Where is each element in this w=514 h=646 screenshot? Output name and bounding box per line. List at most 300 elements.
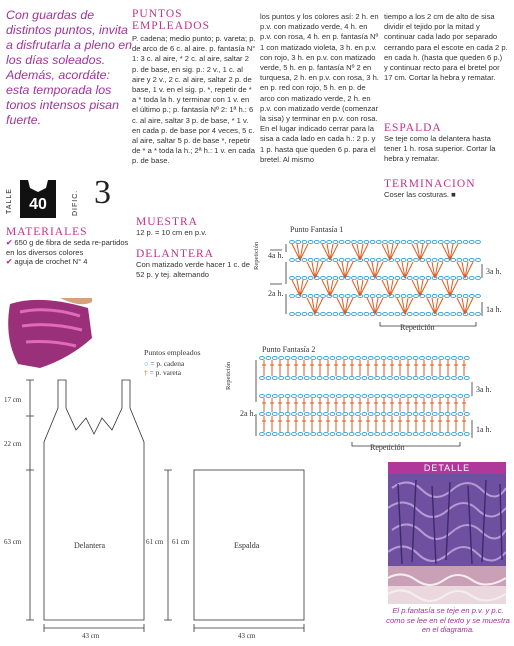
chain-stitch: [388, 376, 393, 379]
vareta-stitch: [430, 360, 434, 376]
chain-stitch: [362, 356, 367, 359]
chain-stitch: [321, 276, 326, 279]
chain-stitch: [400, 356, 405, 359]
chain-stitch: [388, 412, 393, 415]
chain-stitch: [389, 312, 394, 315]
chain-stitch: [339, 312, 344, 315]
chain-stitch: [457, 294, 462, 297]
chain-stitch: [426, 356, 431, 359]
chain-stitch: [394, 394, 399, 397]
vareta-stitch: [438, 416, 442, 432]
chain-stitch: [345, 258, 350, 261]
chain-stitch: [376, 312, 381, 315]
chain-stitch: [426, 294, 431, 297]
measure-63cm: 63 cm: [4, 538, 22, 546]
diagram1-row4: 4a h.: [268, 251, 284, 260]
chain-stitch: [394, 432, 399, 435]
chain-stitch: [469, 294, 474, 297]
chain-stitch: [476, 276, 481, 279]
intro-text: Con guardas de distintos puntos, invita a disfrutarla a pleno en los días soleados. Además, acordáte: esta temporada los tonos intensos pisan fuerte.: [6, 8, 133, 127]
chain-stitch: [345, 312, 350, 315]
chain-stitch: [407, 394, 412, 397]
vareta-fan: [307, 262, 323, 278]
vareta-stitch: [462, 398, 466, 412]
chain-stitch: [464, 432, 469, 435]
chain-stitch: [445, 312, 450, 315]
chain-stitch: [452, 394, 457, 397]
chain-stitch: [383, 240, 388, 243]
chain-stitch: [414, 276, 419, 279]
chain-stitch: [432, 258, 437, 261]
chain-stitch: [469, 258, 474, 261]
chain-stitch: [290, 240, 295, 243]
check-icon: ✔: [6, 257, 13, 267]
chain-stitch: [356, 356, 361, 359]
front-piece-label: Delantera: [74, 541, 106, 550]
chain-stitch: [376, 240, 381, 243]
chain-stitch: [438, 258, 443, 261]
chain-stitch: [400, 412, 405, 415]
chain-stitch: [314, 258, 319, 261]
measure-43cm-back: 43 cm: [238, 632, 256, 640]
chain-stitch: [327, 240, 332, 243]
chain-stitch: [452, 356, 457, 359]
chain-stitch: [290, 276, 295, 279]
chain-stitch: [420, 240, 425, 243]
muestra-section: [136, 216, 256, 238]
vareta-fan: [457, 262, 473, 278]
vareta-stitch: [414, 360, 418, 376]
chain-stitch: [296, 276, 301, 279]
chain-stitch: [364, 258, 369, 261]
chain-stitch: [375, 356, 380, 359]
chain-stitch: [451, 312, 456, 315]
chain-stitch: [464, 376, 469, 379]
diagram2-row2: 2a h.: [240, 409, 256, 418]
chain-stitch: [426, 412, 431, 415]
chain-stitch: [414, 258, 419, 261]
chain-stitch: [345, 240, 350, 243]
vareta-fan: [367, 298, 383, 314]
chain-stitch: [457, 258, 462, 261]
measure-22cm: 22 cm: [4, 440, 22, 448]
chain-stitch: [420, 412, 425, 415]
vareta-fan: [412, 280, 428, 296]
chain-stitch: [343, 356, 348, 359]
chain-stitch: [452, 376, 457, 379]
vareta-stitch: [390, 416, 394, 432]
vareta-stitch: [430, 416, 434, 432]
chain-stitch: [445, 376, 450, 379]
chain-stitch: [317, 356, 322, 359]
chain-stitch: [426, 240, 431, 243]
chain-stitch: [445, 412, 450, 415]
diagram2-rep-vertical: Repetición: [225, 361, 232, 390]
chain-stitch: [389, 240, 394, 243]
measure-43cm-front: 43 cm: [82, 632, 100, 640]
chain-stitch: [285, 356, 290, 359]
chain-stitch: [364, 312, 369, 315]
chain-stitch: [451, 294, 456, 297]
diagram2-row3: 3a h.: [476, 385, 492, 394]
chain-stitch: [358, 276, 363, 279]
legend-title: Puntos empleados: [144, 348, 201, 357]
chain-stitch: [420, 356, 425, 359]
chain-stitch: [352, 276, 357, 279]
chain-stitch: [414, 312, 419, 315]
chain-stitch: [407, 356, 412, 359]
muestra-title: MUESTRA: [136, 216, 198, 228]
espalda-section: [384, 122, 508, 165]
chain-stitch: [407, 376, 412, 379]
chain-stitch: [302, 240, 307, 243]
chain-stitch: [333, 312, 338, 315]
front-piece-outline: [44, 380, 144, 620]
chain-stitch: [439, 394, 444, 397]
chain-stitch: [426, 276, 431, 279]
vareta-stitch: [406, 360, 410, 376]
chain-stitch: [383, 312, 388, 315]
delantera-title: DELANTERA: [136, 248, 214, 260]
chain-stitch: [469, 312, 474, 315]
chain-stitch: [352, 240, 357, 243]
vareta-stitch: [422, 398, 426, 412]
vareta-stitch: [406, 416, 410, 432]
chain-stitch: [327, 312, 332, 315]
chain-stitch: [389, 276, 394, 279]
materiales-section: [6, 226, 134, 267]
vareta-fan: [442, 244, 458, 260]
chain-stitch: [376, 276, 381, 279]
chain-stitch: [349, 356, 354, 359]
chain-stitch: [401, 258, 406, 261]
vareta-stitch: [422, 416, 426, 432]
chain-stitch: [426, 258, 431, 261]
chain-stitch: [439, 376, 444, 379]
vareta-stitch: [406, 398, 410, 412]
chain-stitch: [445, 432, 450, 435]
chain-stitch: [364, 240, 369, 243]
vareta-fan: [337, 298, 353, 314]
chain-stitch: [432, 240, 437, 243]
diagram2-rep-horizontal: Repetición: [370, 443, 405, 452]
chain-stitch: [345, 276, 350, 279]
chain-stitch: [457, 240, 462, 243]
chain-stitch: [314, 294, 319, 297]
diagram1-rep-horizontal: Repetición: [400, 323, 435, 332]
chain-stitch: [413, 394, 418, 397]
chain-stitch: [438, 276, 443, 279]
chain-stitch: [308, 240, 313, 243]
chain-stitch: [420, 394, 425, 397]
chain-stitch: [290, 294, 295, 297]
vareta-fan: [292, 280, 308, 296]
legend-vareta: † = p. vareta: [144, 368, 182, 377]
vareta-stitch: [414, 416, 418, 432]
chain-stitch: [452, 412, 457, 415]
vareta-fan: [382, 244, 398, 260]
chain-stitch: [339, 258, 344, 261]
chain-stitch: [414, 294, 419, 297]
back-piece-label: Espalda: [234, 541, 260, 550]
diagram1-row3: 3a h.: [486, 267, 502, 276]
chain-stitch: [438, 312, 443, 315]
chain-stitch: [333, 240, 338, 243]
chain-stitch: [304, 356, 309, 359]
chain-stitch: [266, 356, 271, 359]
vareta-stitch: [462, 416, 466, 432]
vareta-stitch: [422, 360, 426, 376]
chain-stitch: [333, 294, 338, 297]
chain-stitch: [370, 258, 375, 261]
vareta-stitch: [454, 360, 458, 376]
vareta-stitch: [398, 360, 402, 376]
chain-stitch: [445, 356, 450, 359]
espalda-text: Se teje como la delantera hasta tener 1 h. rosa superior. Cortar la hebra y rematar.: [384, 134, 496, 164]
vareta-stitch: [454, 398, 458, 412]
chain-stitch: [439, 432, 444, 435]
chain-stitch: [445, 258, 450, 261]
chain-stitch: [364, 294, 369, 297]
chain-stitch: [463, 294, 468, 297]
terminacion-title: TERMINACION: [384, 178, 476, 190]
chain-stitch: [272, 356, 277, 359]
terminacion-section: [384, 178, 508, 200]
chain-stitch: [445, 394, 450, 397]
vareta-stitch: [398, 398, 402, 412]
chain-stitch: [407, 312, 412, 315]
chain-stitch: [339, 276, 344, 279]
chain-stitch: [296, 312, 301, 315]
chain-stitch: [279, 356, 284, 359]
diagram-fantasia-1: [250, 222, 514, 334]
chain-stitch: [413, 376, 418, 379]
vareta-stitch: [398, 416, 402, 432]
chain-stitch: [290, 258, 295, 261]
chain-stitch: [407, 412, 412, 415]
chain-stitch: [439, 356, 444, 359]
chain-stitch: [321, 240, 326, 243]
chain-stitch: [432, 356, 437, 359]
chain-stitch: [464, 356, 469, 359]
vareta-fan: [397, 298, 413, 314]
delantera-text: Con matizado verde hacer 1 c. de 52 p. y tej. alternando: [136, 260, 250, 280]
check-icon: ✔: [6, 238, 13, 247]
diagram1-title: Punto Fantasía 1: [290, 225, 344, 234]
chain-stitch: [451, 276, 456, 279]
vareta-fan: [337, 262, 353, 278]
spec-box: [6, 176, 130, 220]
chain-stitch: [476, 312, 481, 315]
diagram1-row1: 1a h.: [486, 305, 502, 314]
chain-stitch: [401, 240, 406, 243]
talle-label: TALLE: [6, 188, 13, 214]
chain-stitch: [464, 412, 469, 415]
chain-stitch: [388, 356, 393, 359]
measure-17cm: 17 cm: [4, 396, 22, 404]
terminacion-text: Coser las costuras. ■: [384, 190, 456, 199]
chain-stitch: [395, 258, 400, 261]
vareta-stitch-icon: †: [144, 368, 148, 377]
vareta-fan: [367, 262, 383, 278]
chain-stitch: [333, 258, 338, 261]
chain-stitch: [451, 258, 456, 261]
chain-stitch: [336, 356, 341, 359]
chain-stitch: [296, 240, 301, 243]
chain-stitch: [302, 294, 307, 297]
chain-stitch: [458, 394, 463, 397]
diagram1-row2: 2a h.: [268, 289, 284, 298]
puntos-section: [132, 8, 256, 167]
chain-stitch: [388, 432, 393, 435]
vareta-stitch: [454, 416, 458, 432]
chain-stitch: [445, 240, 450, 243]
chain-stitch: [420, 376, 425, 379]
vareta-stitch: [438, 398, 442, 412]
chain-stitch: [400, 376, 405, 379]
chain-stitch: [426, 394, 431, 397]
chain-stitch: [345, 294, 350, 297]
vareta-stitch: [446, 398, 450, 412]
vareta-stitch: [462, 360, 466, 376]
chain-stitch: [321, 312, 326, 315]
vareta-fan: [427, 298, 443, 314]
chain-stitch: [383, 276, 388, 279]
chain-stitch: [476, 240, 481, 243]
chain-stitch: [383, 258, 388, 261]
vareta-fan: [382, 280, 398, 296]
chain-stitch: [290, 312, 295, 315]
chain-stitch: [445, 276, 450, 279]
chain-stitch: [426, 376, 431, 379]
chain-stitch: [464, 394, 469, 397]
muestra-text: 12 p. = 10 cm en p.v.: [136, 228, 207, 237]
chain-stitch: [413, 412, 418, 415]
chain-stitch: [438, 294, 443, 297]
vareta-fan: [322, 244, 338, 260]
chain-stitch: [432, 432, 437, 435]
chain-stitch: [458, 376, 463, 379]
chain-stitch: [426, 312, 431, 315]
chain-stitch: [308, 276, 313, 279]
chain-stitch: [439, 412, 444, 415]
chain-stitch: [432, 412, 437, 415]
chain-stitch: [368, 356, 373, 359]
dificultad-label: DIFIC.: [72, 189, 79, 216]
chain-stitch: [445, 294, 450, 297]
chain-stitch: [476, 258, 481, 261]
chain-stitch: [400, 394, 405, 397]
materiales-title: MATERIALES: [6, 226, 88, 238]
chain-stitch: [457, 312, 462, 315]
vareta-fan: [352, 244, 368, 260]
vareta-stitch: [414, 398, 418, 412]
vareta-stitch: [446, 360, 450, 376]
chain-stitch: [339, 294, 344, 297]
chain-stitch: [458, 356, 463, 359]
chain-stitch: [292, 356, 297, 359]
chain-stitch: [463, 240, 468, 243]
chain-stitch: [327, 276, 332, 279]
chain-stitch: [302, 276, 307, 279]
chain-stitch: [321, 258, 326, 261]
chain-stitch: [330, 356, 335, 359]
chain-stitch: [352, 294, 357, 297]
chain-stitch: [457, 276, 462, 279]
chain-stitch: [438, 240, 443, 243]
vareta-fan: [322, 280, 338, 296]
dificultad-value: 3: [94, 174, 111, 211]
vareta-fan: [397, 262, 413, 278]
chain-stitch: [302, 312, 307, 315]
chain-stitch: [420, 276, 425, 279]
puntos-text: P. cadena; medio punto; p. vareta; p. de arco de 6 c. al aire. p. fantasía N° 1: 3 c. al aire, * 2 c. al aire, saltar 2 p. de base, en sig. p.: 2 v., 1 c. al aire y 2 v., 2 c. al aire, saltar 2 p. de base, 1 v. en el sig. p. *, repetir de * a * toda la h. y terminar con 1 v. en el último p.; p. fantasía Nº 2: 1ª h.: 6 c. al aire, saltar 3 p. de base, * 1 v. en cada p. de base por 4 veces, 5 c. al aire, saltar 5 p. de base *, repetir de * a * toda la h.; 2ª h.: 1 v. en cada p. de base.: [132, 34, 256, 166]
diagram1-rep-vertical: Repetición: [253, 241, 260, 270]
chain-stitch: [420, 312, 425, 315]
chain-stitch: [407, 294, 412, 297]
chain-stitch: [432, 294, 437, 297]
talle-value: 40: [29, 196, 47, 213]
vareta-stitch: [430, 398, 434, 412]
chain-stitch: [308, 312, 313, 315]
chain-stitch: [432, 376, 437, 379]
chain-stitch: [413, 356, 418, 359]
detalle-photo: [388, 474, 506, 604]
measure-61cm-front: 61 cm: [146, 538, 164, 546]
material-item: ✔ aguja de crochet N° 4: [6, 257, 88, 267]
chain-stitch: [394, 356, 399, 359]
chain-stitch: [321, 294, 326, 297]
vareta-fan: [352, 280, 368, 296]
chain-stitch: [395, 312, 400, 315]
espalda-title: ESPALDA: [384, 122, 442, 134]
chain-stitch: [463, 258, 468, 261]
chain-stitch: [370, 294, 375, 297]
chain-stitch: [432, 394, 437, 397]
chain-stitch: [302, 258, 307, 261]
vareta-stitch: [446, 416, 450, 432]
diagram2-title: Punto Fantasía 2: [262, 345, 316, 354]
chain-stitch: [358, 312, 363, 315]
chain-stitch: [400, 432, 405, 435]
puntos-title: PUNTOS EMPLEADOS: [132, 8, 211, 32]
chain-stitch: [395, 276, 400, 279]
chain-stitch: [458, 412, 463, 415]
chain-stitch: [314, 240, 319, 243]
vareta-fan: [412, 244, 428, 260]
chain-stitch: [395, 294, 400, 297]
chain-stitch: [308, 294, 313, 297]
chain-stitch: [308, 258, 313, 261]
chain-stitch: [414, 240, 419, 243]
chain-stitch: [407, 432, 412, 435]
chain-stitch: [298, 356, 303, 359]
chain-stitch: [370, 240, 375, 243]
chain-stitch: [352, 312, 357, 315]
chain-stitch: [451, 240, 456, 243]
garment-photo: [0, 298, 92, 370]
detalle-caption: El p.fantasía se teje en p.v. y p.c. como se lee en el texto y se muestra en el diagrama.: [386, 606, 510, 635]
vareta-stitch: [390, 360, 394, 376]
vareta-fan: [457, 298, 473, 314]
vareta-fan: [442, 280, 458, 296]
measure-61cm-back: 61 cm: [172, 538, 190, 546]
vareta-fan: [292, 244, 308, 260]
vareta-fan: [307, 298, 323, 314]
chain-stitch: [388, 394, 393, 397]
pattern-schematic: [0, 372, 386, 646]
chain-stitch: [339, 240, 344, 243]
